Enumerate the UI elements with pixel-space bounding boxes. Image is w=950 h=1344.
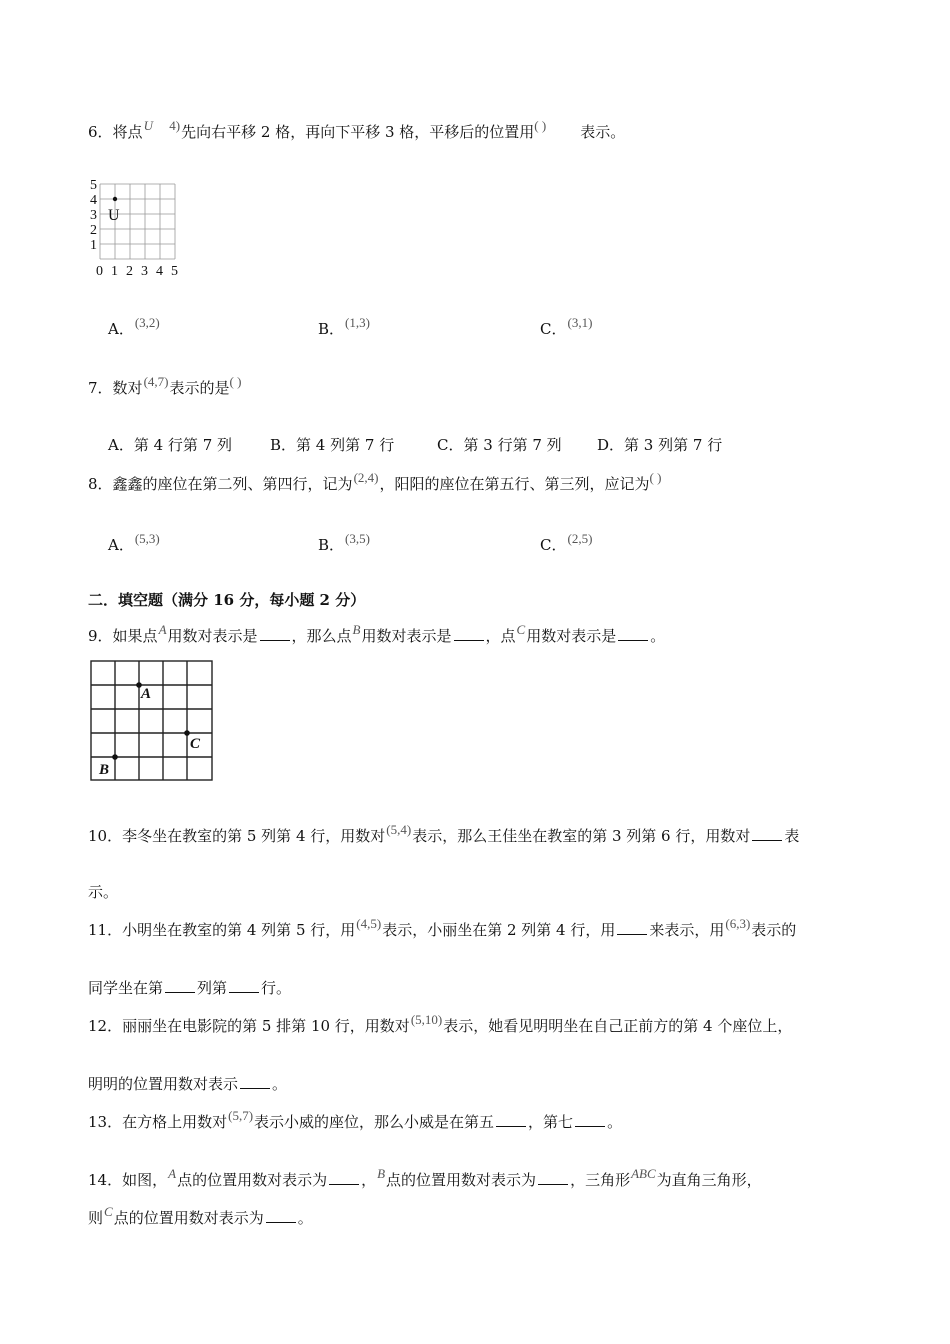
option-letter: C． — [437, 436, 464, 454]
answer-blank[interactable] — [329, 1170, 359, 1185]
question-number: 6． — [88, 123, 113, 141]
option-value: (3,1) — [567, 315, 593, 330]
question-number: 8． — [88, 475, 113, 493]
text: 小明坐在教室的第 4 列第 5 行，用 — [122, 921, 356, 939]
question-8-stem — [88, 470, 696, 495]
math-expression: A — [158, 622, 167, 637]
answer-blank[interactable] — [496, 1112, 526, 1127]
y-tick: 4 — [90, 193, 97, 208]
q8-option-c[interactable] — [540, 531, 593, 555]
text: 表示的是 — [169, 379, 230, 397]
point-a-label: A — [141, 686, 152, 702]
text: 在方格上用数对 — [122, 1113, 228, 1131]
answer-blank[interactable] — [165, 978, 195, 993]
text: 丽丽坐在电影院的第 5 排第 10 行，用数对 — [122, 1017, 410, 1035]
text: 。 — [272, 1075, 288, 1093]
text: 列第 — [197, 979, 228, 997]
text: 表示，那么王佳坐在教室的第 3 列第 6 行，用数对 — [412, 827, 751, 845]
point-b-label: B — [99, 762, 110, 778]
math-expression: C — [104, 1204, 113, 1219]
text: 如图， — [122, 1171, 168, 1189]
question-number: 13． — [88, 1113, 123, 1131]
math-expression: B — [352, 622, 361, 637]
question-number: 10． — [88, 827, 123, 845]
y-tick: 2 — [90, 223, 97, 238]
answer-blank[interactable] — [454, 626, 484, 641]
option-value: (5,3) — [134, 531, 160, 546]
question-11-continued — [88, 978, 291, 998]
math-expression: 4) — [169, 118, 181, 133]
q6-option-b[interactable] — [318, 315, 371, 339]
text: 表 — [784, 827, 800, 845]
text: 鑫鑫的座位在第二列、第四行，记为 — [112, 475, 353, 493]
text: 数对 — [112, 379, 143, 397]
text: 。 — [297, 1209, 313, 1227]
x-tick: 1 — [111, 264, 118, 279]
option-letter: C． — [540, 320, 567, 338]
q7-option-b[interactable] — [270, 434, 394, 455]
text: ，那么点 — [291, 627, 352, 645]
option-letter: C． — [540, 536, 567, 554]
question-14-continued — [88, 1204, 313, 1229]
math-expression: (5,4) — [386, 822, 412, 837]
text: 表示，她看见明明坐在自己正前方的第 4 个座位上， — [443, 1017, 793, 1035]
y-tick: 1 — [90, 238, 97, 253]
text: 表示小威的座位，那么小威是在第五 — [254, 1113, 495, 1131]
text: 将点 — [112, 123, 143, 141]
section-heading: 二．填空题（满分 16 分，每小题 2 分） — [88, 591, 366, 609]
x-tick: 5 — [171, 264, 178, 279]
math-expression: U — [143, 118, 153, 133]
point-c-label: C — [190, 736, 201, 752]
question-number: 14． — [88, 1171, 123, 1189]
question-9-stem — [88, 622, 666, 647]
text: 明明的位置用数对表示 — [88, 1075, 239, 1093]
question-6-stem — [88, 118, 626, 143]
option-letter: B． — [318, 320, 345, 338]
option-value: (2,5) — [567, 531, 593, 546]
math-expression: (5,7) — [228, 1108, 254, 1123]
option-letter: A． — [108, 536, 134, 554]
answer-parentheses: ( ) — [649, 470, 662, 485]
answer-blank[interactable] — [618, 626, 648, 641]
question-13-stem — [88, 1108, 623, 1133]
text: 李冬坐在教室的第 5 列第 4 行，用数对 — [122, 827, 386, 845]
option-letter: B． — [270, 436, 297, 454]
text: ， — [361, 1171, 377, 1189]
question-11-stem — [88, 916, 797, 941]
text: ，点 — [485, 627, 516, 645]
math-expression: (6,3) — [725, 916, 751, 931]
text: 表示。 — [580, 123, 626, 141]
option-letter: B． — [318, 536, 345, 554]
question-number: 7． — [88, 379, 113, 397]
math-expression: A — [168, 1166, 177, 1181]
text: 先向右平移 2 格，再向下平移 3 格，平移后的位置用 — [181, 123, 535, 141]
text: 用数对表示是 — [167, 627, 258, 645]
option-letter: D． — [597, 436, 625, 454]
math-expression: C — [516, 622, 526, 637]
x-tick: 3 — [141, 264, 148, 279]
point-b-dot — [112, 754, 118, 760]
text: 。 — [650, 627, 666, 645]
q8-option-b[interactable] — [318, 531, 371, 555]
option-value: (3,2) — [134, 315, 160, 330]
option-letter: A． — [108, 436, 134, 454]
answer-blank[interactable] — [240, 1074, 270, 1089]
answer-blank[interactable] — [229, 978, 259, 993]
question-10-stem — [88, 822, 800, 847]
answer-parentheses: ( ) — [229, 374, 242, 389]
option-letter: A． — [108, 320, 134, 338]
q7-option-d[interactable] — [597, 434, 722, 455]
text: 同学坐在第 — [88, 979, 164, 997]
option-value: (3,5) — [345, 531, 370, 546]
question-12-stem — [88, 1012, 793, 1037]
text: 点的位置用数对表示为 — [113, 1209, 264, 1227]
x-tick: 2 — [126, 264, 133, 279]
text: 点的位置用数对表示为 — [177, 1171, 328, 1189]
option-value: 第 4 行第 7 列 — [133, 436, 233, 454]
option-value: 第 3 行第 7 列 — [463, 436, 562, 454]
option-value: 第 4 列第 7 行 — [296, 436, 395, 454]
text: 如果点 — [112, 627, 158, 645]
y-tick: 3 — [90, 208, 97, 223]
math-expression: (4,7) — [143, 374, 169, 389]
option-value: (1,3) — [345, 315, 370, 330]
q7-option-a[interactable] — [108, 434, 232, 455]
question-number: 11． — [88, 921, 123, 939]
text: ，第七 — [528, 1113, 574, 1131]
q6-option-c[interactable] — [540, 315, 593, 339]
q6-option-a[interactable] — [108, 315, 161, 339]
text: 点的位置用数对表示为 — [386, 1171, 537, 1189]
point-u-dot — [113, 197, 117, 201]
q6-grid-figure — [88, 176, 188, 280]
text: ，三角形 — [570, 1171, 631, 1189]
question-number: 9． — [88, 627, 113, 645]
text: 。 — [607, 1113, 623, 1131]
math-expression: (2,4) — [353, 470, 379, 485]
answer-blank[interactable] — [752, 826, 782, 841]
text: 行。 — [261, 979, 292, 997]
text: 用数对表示是 — [361, 627, 452, 645]
text: 则 — [88, 1209, 104, 1227]
text: 来表示，用 — [649, 921, 725, 939]
text: 为直角三角形， — [656, 1171, 762, 1189]
x-tick: 4 — [156, 264, 163, 279]
q9-grid-figure — [90, 660, 214, 782]
text: 用数对表示是 — [526, 627, 617, 645]
text: ，阳阳的座位在第五行、第三列，应记为 — [379, 475, 650, 493]
option-value: 第 3 列第 7 行 — [624, 436, 723, 454]
answer-blank[interactable] — [575, 1112, 605, 1127]
answer-blank[interactable] — [538, 1170, 568, 1185]
answer-parentheses: ( ) — [534, 118, 547, 133]
math-expression: B — [377, 1166, 386, 1181]
x-tick: 0 — [96, 264, 103, 279]
answer-blank[interactable] — [266, 1208, 296, 1223]
point-c-dot — [184, 730, 190, 736]
y-tick: 5 — [90, 178, 97, 193]
question-14-stem — [88, 1166, 762, 1191]
question-7-stem — [88, 374, 276, 399]
point-u-label: U — [108, 207, 120, 224]
question-number: 12． — [88, 1017, 123, 1035]
q8-option-a[interactable] — [108, 531, 161, 555]
answer-blank[interactable] — [260, 626, 290, 641]
math-expression: (4,5) — [356, 916, 382, 931]
text: 表示的 — [751, 921, 797, 939]
math-expression: ABC — [631, 1166, 656, 1181]
answer-blank[interactable] — [617, 920, 647, 935]
q7-option-c[interactable] — [437, 434, 562, 455]
question-12-continued — [88, 1074, 287, 1094]
question-10-continued: 示。 — [88, 883, 119, 901]
text: 表示，小丽坐在第 2 列第 4 行，用 — [382, 921, 616, 939]
math-expression: (5,10) — [410, 1012, 443, 1027]
